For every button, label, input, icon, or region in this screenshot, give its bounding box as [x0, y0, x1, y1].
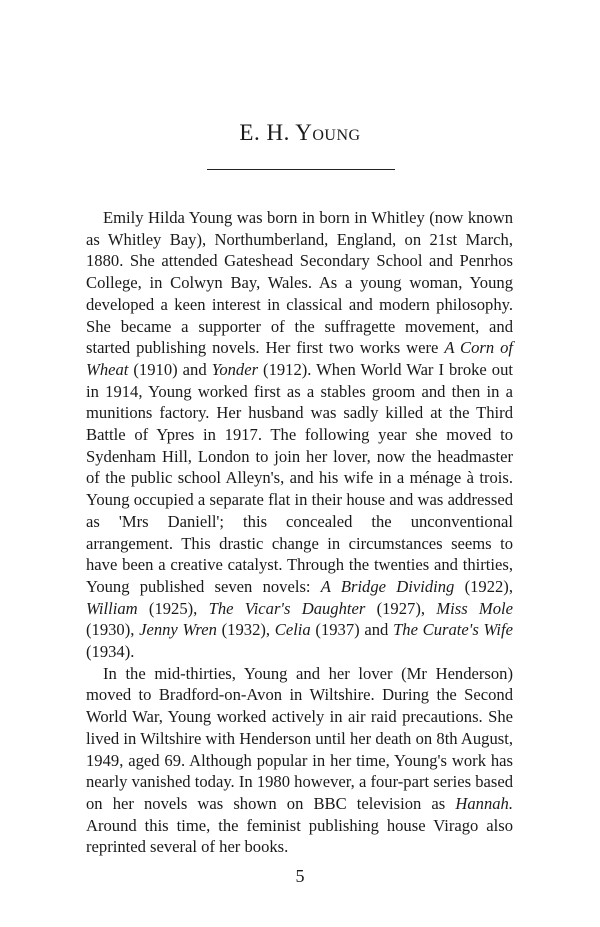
- text-run: (1922),: [454, 576, 513, 596]
- chapter-title: E. H. Young: [239, 120, 361, 145]
- page-number: 5: [295, 866, 305, 886]
- italic-title: Yonder: [211, 359, 259, 379]
- text-run: (1932),: [216, 620, 275, 640]
- text-run: (1910) and: [128, 359, 212, 379]
- italic-title: Miss Mole: [436, 598, 514, 618]
- italic-title: Jenny Wren: [139, 620, 217, 640]
- text-run: Around this time, the feminist publishing house Virago also reprinted several of her books.: [86, 815, 513, 857]
- biography-text: [86, 207, 513, 858]
- italic-title: A Corn of Wheat: [86, 338, 513, 379]
- italic-title: Celia: [274, 620, 311, 640]
- text-run: (1934).: [86, 642, 135, 662]
- text-run: (1930),: [86, 620, 140, 640]
- italic-title: A Bridge Dividing: [320, 576, 455, 596]
- italic-title: The Curate's Wife: [393, 620, 513, 640]
- italic-title: William: [86, 598, 138, 618]
- italic-title: Hannah.: [455, 793, 513, 813]
- text-run: In the mid-thirties, Young and her lover (Mr Henderson) moved to Bradford-on-Avon in Wiltshire. During the Second World War, Young worked actively in air raid precautions. She lived in Wiltshire with Henderson until her death on 8th August, 1949, aged 69. Although popular in her time, Young's work has nearly vanished today. In 1980 however, a four-part series based on her novels was shown on BBC television as: [86, 663, 513, 813]
- paragraph: [86, 663, 513, 858]
- text-run: (1927),: [365, 598, 437, 618]
- paragraph: [86, 207, 513, 663]
- title-divider: [207, 169, 395, 170]
- text-run: (1912). When World War I broke out in 1914, Young worked first as a stables groom and then in a munitions factory. Her husband was sadly killed at the Third Battle of Ypres in 1917. The following year she moved to Sydenham Hill, London to join her lover, now the headmaster of the public school Alleyn's, and his wife in a ménage à trois. Young occupied a separate flat in their house and was addressed as 'Mrs Daniell'; this concealed the unconventional arrangement. This drastic change in circumstances seems to have been a creative catalyst. Through the twenties and thirties, Young published seven novels:: [86, 359, 513, 596]
- italic-title: The Vicar's Daughter: [208, 598, 366, 618]
- text-run: (1925),: [137, 598, 209, 618]
- text-run: (1937) and: [310, 620, 394, 640]
- text-run: Emily Hilda Young was born in born in Whitley (now known as Whitley Bay), Northumberland, England, on 21st March, 1880. She attended Gateshead Secondary School and Penrhos College, in Colwyn Bay, Wales. As a young woman, Young developed a keen interest in classical and modern philosophy. She became a supporter of the suffragette movement, and started publishing novels. Her first two works were: [86, 208, 513, 358]
